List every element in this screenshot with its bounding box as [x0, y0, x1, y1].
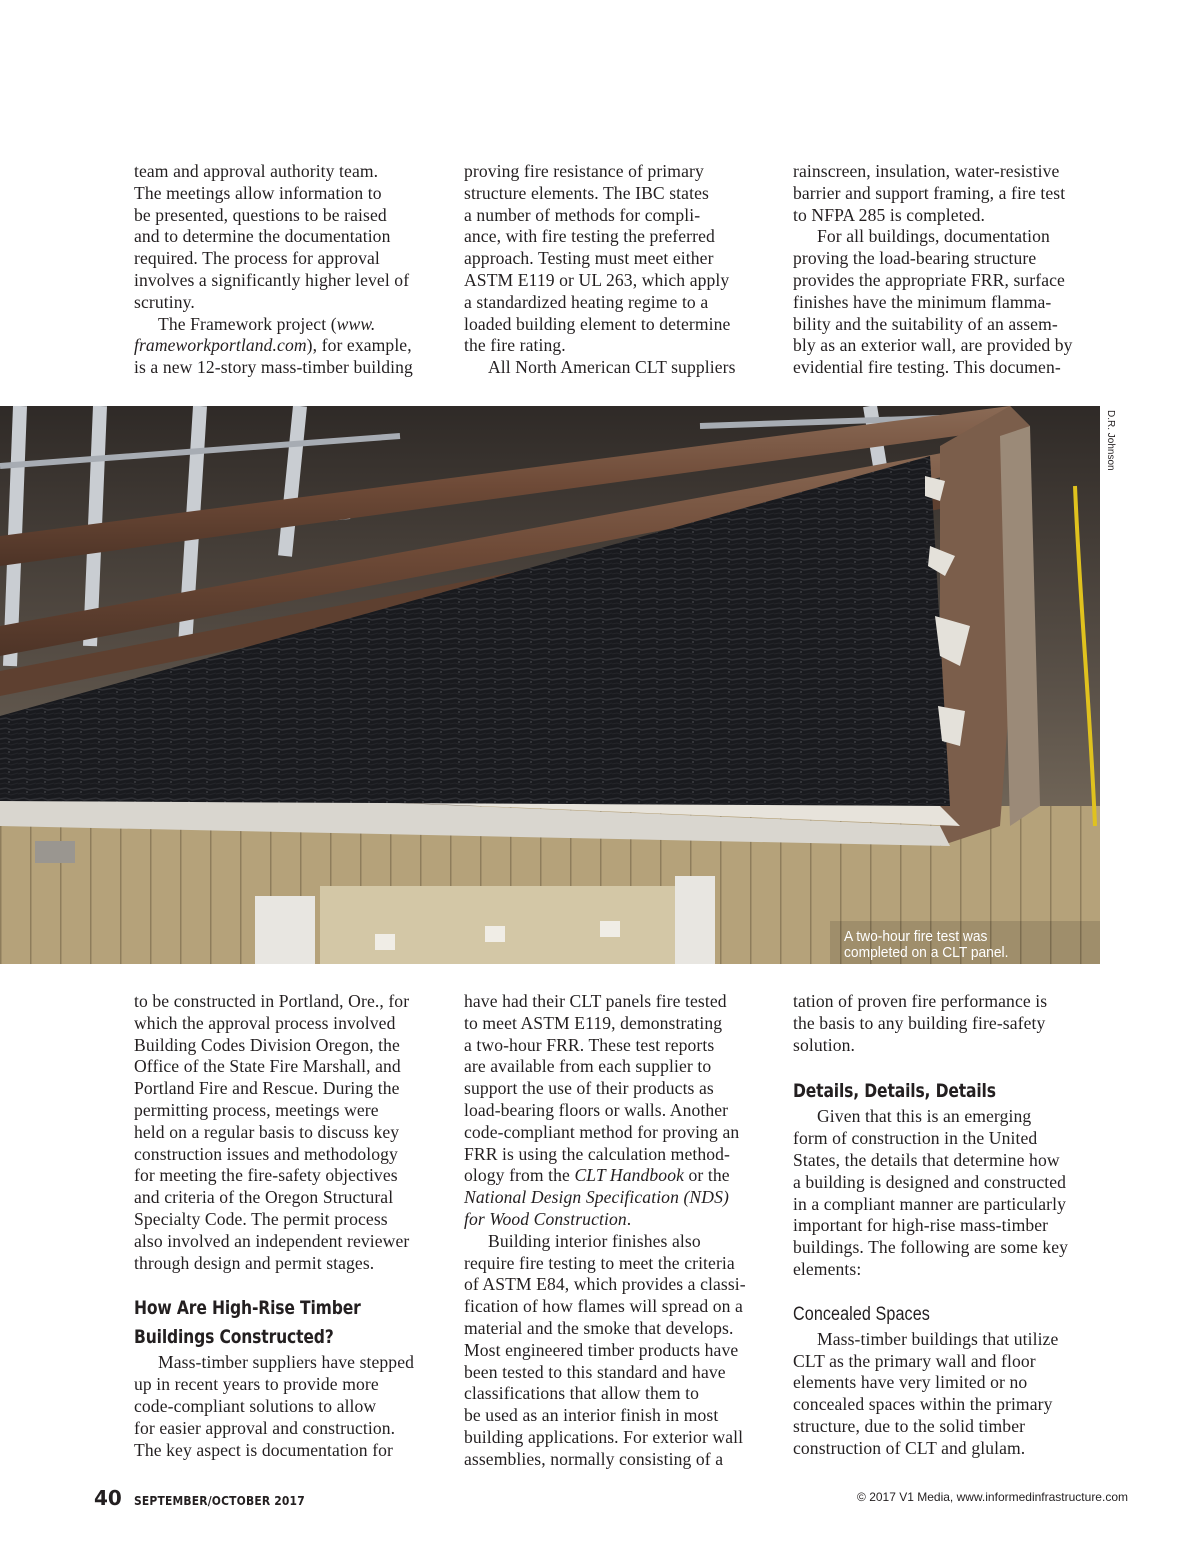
column-3-top	[793, 161, 1103, 379]
paragraph: Given that this is an emerging form of construction in the United States, the details that determine how a building is designed and constructed in a compliant manner are particularly important for high-rise mass-timber buildings. The following are some key elements:	[793, 1106, 1069, 1279]
paragraph: team and approval authority team. The meetings allow information to be presented, questions to be raised and to determine the documentation required. The process for approval involves a significantly higher level of scrutiny.	[134, 161, 410, 312]
photo-caption: A two-hour fire test was completed on a CLT panel.	[844, 928, 1009, 961]
paragraph: have had their CLT panels fire tested to meet ASTM E119, demonstrating a two-hour FRR. These test reports are available from each supplier to support the use of their products as load-bearing floors or walls. Another code-compliant method for proving an FRR is using the calculation method- ology from the CLT Handbook or the National Design Specification (NDS) for Wood Construction.	[464, 991, 740, 1229]
column-2-top	[464, 161, 774, 379]
copyright-line: © 2017 V1 Media, www.informedinfrastructure.com	[857, 1490, 1128, 1504]
paragraph: rainscreen, insulation, water-resistive barrier and support framing, a fire test to NFPA 285 is completed.	[793, 161, 1066, 225]
fire-test-photo	[0, 406, 1100, 964]
section-heading: Details, Details, Details	[793, 1080, 996, 1103]
paragraph: Mass-timber suppliers have stepped up in recent years to provide more code-compliant solutions to allow for easier approval and construction. The key aspect is documentation for	[134, 1352, 415, 1460]
section-heading: How Are High-Rise Timber Buildings Constructed?	[134, 1297, 361, 1349]
folio	[94, 1486, 333, 1510]
project-url-link[interactable]: www. frameworkportland.com	[134, 313, 376, 356]
book-title: CLT Handbook	[574, 1165, 684, 1186]
paragraph: proving fire resistance of primary structure elements. The IBC states a number of methods for compli- ance, with fire testing the preferred approach. Testing must meet either ASTM E119 or UL 263, which apply a standardized heating regime to a loaded building element to determine the fire rating.	[464, 161, 731, 356]
clt-panel-illustration	[0, 406, 1100, 964]
book-title: National Design Specification (NDS) for Wood Construction	[464, 1187, 729, 1229]
page-number: 40	[94, 1486, 122, 1510]
paragraph: All North American CLT suppliers	[488, 357, 736, 378]
photo-credit: D.R. Johnson	[1105, 410, 1116, 471]
paragraph: For all buildings, documentation proving the load-bearing structure provides the appropriate FRR, surface finishes have the minimum flamma- bility and the suitability of an assem- bly as an exterior wall, are provided by evidential fire testing. This documen-	[793, 226, 1073, 378]
paragraph: The Framework project (www. frameworkportland.com), for example, is a new 12-story mass-timber building	[134, 313, 413, 378]
paragraph: Mass-timber buildings that utilize CLT as the primary wall and floor elements have very limited or no concealed spaces within the primary structure, due to the solid timber construction of CLT and glulam.	[793, 1328, 1059, 1458]
column-2-bottom	[464, 991, 774, 1471]
column-3-bottom	[793, 991, 1103, 1460]
paragraph: Building interior finishes also require fire testing to meet the criteria of ASTM E84, which provides a classi- fication of how flames will spread on a material and the smoke that develops. Most engineered timber products have been tested to this standard and have classifications that allow them to be used as an interior finish in most building applications. For exterior wall assemblies, normally consisting of a	[464, 1230, 746, 1469]
column-1-top	[134, 161, 444, 379]
issue-date: SEPTEMBER/OCTOBER 2017	[133, 1493, 305, 1508]
paragraph: to be constructed in Portland, Ore., for which the approval process involved Building Codes Division Oregon, the Office of the State Fire Marshall, and Portland Fire and Rescue. During the permitting process, meetings were held on a regular basis to discuss key construction issues and methodology for meeting the fire-safety objectives and criteria of the Oregon Structural Specialty Code. The permit process also involved an independent reviewer through design and permit stages.	[134, 991, 410, 1273]
paragraph: tation of proven fire performance is the basis to any building fire-safety solution.	[793, 991, 1048, 1055]
subsection-heading: Concealed Spaces	[793, 1303, 930, 1325]
column-1-bottom	[134, 991, 444, 1461]
